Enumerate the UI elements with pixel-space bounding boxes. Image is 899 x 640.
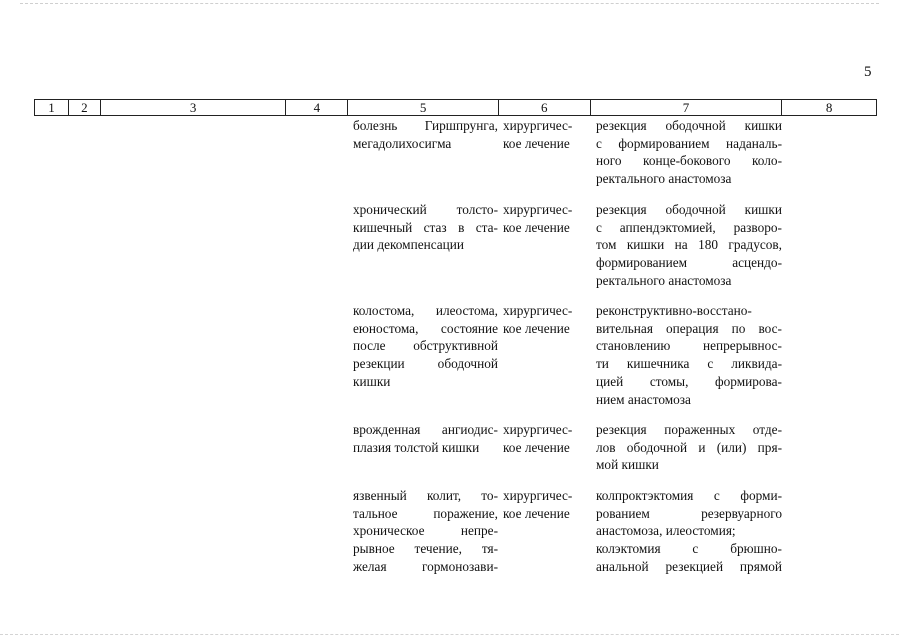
diagnosis-line: плазия толстой кишки — [353, 439, 480, 455]
treatment-type-cell — [503, 201, 587, 236]
diagnosis-cell — [353, 201, 498, 254]
treatment-method-line: рованием резервуарного — [596, 505, 782, 521]
treatment-method-line: резекция ободочной кишки — [596, 118, 782, 133]
diagnosis-cell — [353, 421, 498, 456]
treatment-method-line: цией стомы, формирова- — [596, 373, 782, 389]
diagnosis-line: рывное течение, тя- — [353, 541, 498, 557]
treatment-method-line: ти кишечника с ликвида- — [596, 356, 782, 372]
column-number-5: 5 — [348, 100, 499, 115]
treatment-method-line: ректального анастомоза — [596, 272, 732, 288]
treatment-type-line: кое лечение — [503, 505, 570, 521]
diagnosis-line: кишки — [353, 373, 391, 389]
treatment-type-cell — [503, 302, 587, 337]
treatment-type-line: хирургичес- — [503, 202, 573, 217]
treatment-type-line: кое лечение — [503, 135, 570, 151]
treatment-method-line: нием анастомоза — [596, 391, 691, 407]
treatment-method-line: колпроктэктомия с форми- — [596, 488, 782, 503]
treatment-method-line: реконструктивно-восстано- — [596, 303, 752, 318]
diagnosis-line: дии декомпенсации — [353, 237, 465, 253]
column-number-1: 1 — [35, 100, 69, 115]
treatment-type-line: хирургичес- — [503, 118, 573, 133]
diagnosis-line: врожденная ангиодис- — [353, 422, 498, 437]
column-number-7: 7 — [591, 100, 783, 115]
treatment-type-cell — [503, 421, 587, 456]
treatment-type-line: кое лечение — [503, 320, 570, 336]
treatment-method-line: том кишки на 180 градусов, — [596, 237, 782, 253]
treatment-type-line: кое лечение — [503, 439, 570, 455]
diagnosis-line: колостома, илеостома, — [353, 303, 498, 318]
treatment-type-line: хирургичес- — [503, 303, 573, 318]
diagnosis-line: язвенный колит, то- — [353, 488, 498, 503]
diagnosis-line: хронический толсто- — [353, 202, 498, 217]
diagnosis-cell — [353, 302, 498, 391]
treatment-method-line: ного конце-бокового коло- — [596, 153, 782, 169]
diagnosis-line: тальное поражение, — [353, 505, 498, 521]
treatment-method-line: анальной резекцией прямой — [596, 558, 782, 574]
diagnosis-cell — [353, 117, 498, 152]
treatment-method-line: резекция пораженных отде- — [596, 422, 782, 437]
diagnosis-line: еюностома, состояние — [353, 320, 498, 336]
treatment-method-line: формированием асцендо- — [596, 255, 782, 271]
treatment-type-cell — [503, 487, 587, 522]
scan-top-edge — [20, 3, 879, 4]
diagnosis-line: мегадолихосигма — [353, 135, 452, 151]
column-number-3: 3 — [101, 100, 287, 115]
treatment-method-cell — [596, 487, 782, 576]
treatment-method-cell — [596, 201, 782, 290]
diagnosis-cell — [353, 487, 498, 576]
diagnosis-line: болезнь Гиршпрунга, — [353, 118, 498, 133]
treatment-type-line: хирургичес- — [503, 488, 573, 503]
diagnosis-line: после обструктивной — [353, 338, 498, 354]
treatment-method-line: с аппендэктомией, разворо- — [596, 219, 782, 235]
table-header-row — [34, 99, 877, 116]
treatment-method-line: ректального анастомоза — [596, 171, 732, 187]
diagnosis-line: кишечный стаз в ста- — [353, 219, 498, 235]
treatment-type-line: хирургичес- — [503, 422, 573, 437]
treatment-method-line: вительная операция по вос- — [596, 320, 782, 336]
treatment-method-line: лов ободочной и (или) пря- — [596, 439, 782, 455]
treatment-method-line: становлению непрерывнос- — [596, 338, 782, 354]
treatment-method-line: мой кишки — [596, 457, 659, 473]
column-number-2: 2 — [69, 100, 101, 115]
treatment-type-cell — [503, 117, 587, 152]
treatment-method-line: резекция ободочной кишки — [596, 202, 782, 217]
diagnosis-line: хроническое непре- — [353, 523, 498, 539]
diagnosis-line: желая гормонозави- — [353, 558, 498, 574]
treatment-method-cell — [596, 302, 782, 408]
column-number-8: 8 — [825, 100, 833, 115]
treatment-method-line: с формированием наданаль- — [596, 135, 782, 151]
column-number-6: 6 — [499, 100, 591, 115]
treatment-method-cell — [596, 117, 782, 188]
treatment-type-line: кое лечение — [503, 219, 570, 235]
diagnosis-line: резекции ободочной — [353, 356, 498, 372]
scan-bottom-edge — [0, 634, 899, 635]
treatment-method-line: колэктомия с брюшно- — [596, 541, 782, 557]
column-number-4: 4 — [286, 100, 348, 115]
page-number: 5 — [864, 64, 872, 80]
treatment-method-cell — [596, 421, 782, 474]
treatment-method-line: анастомоза, илеостомия; — [596, 523, 736, 539]
